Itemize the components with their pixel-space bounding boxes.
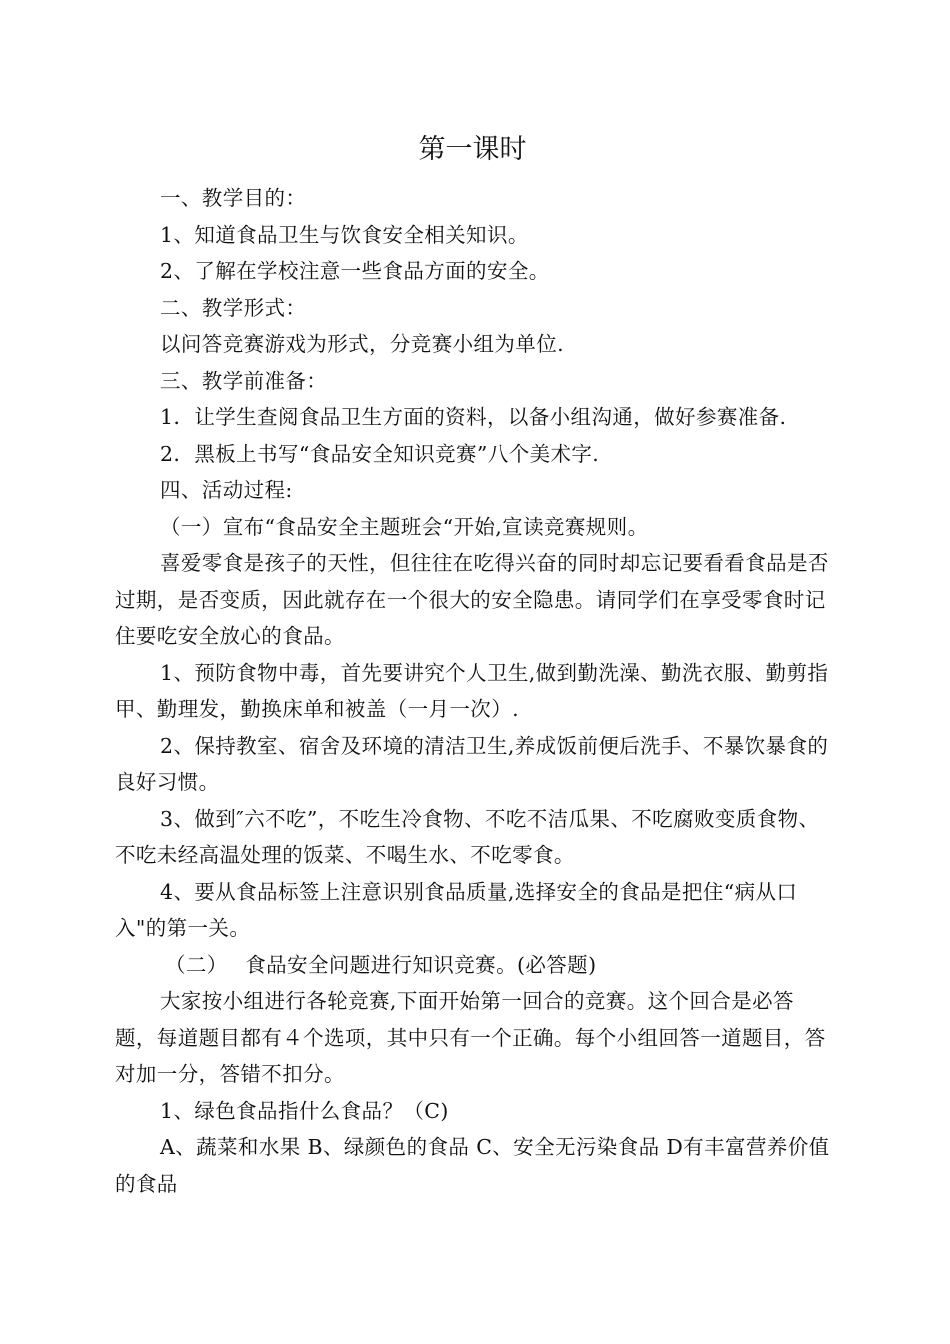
objective-item-2: 2、了解在学校注意一些食品方面的安全。: [160, 259, 550, 283]
document-page: [115, 128, 830, 1202]
rule-item-3: 3、做到″六不吃”，不吃生冷食物、不吃不洁瓜果、不吃腐败变质食物、不吃未经高温处理的饭菜、不喝生水、不吃零食。: [115, 806, 820, 867]
objective-item-1: 1、知道食品卫生与饮食安全相关知识。: [160, 222, 529, 247]
preparation-item-1: 1．让学生查阅食品卫生方面的资料，以备小组沟通，做好参赛准备.: [160, 405, 787, 429]
process-step-1: （一）宣布“食品安全主题班会“开始,宣读竞赛规则。: [160, 514, 649, 539]
section-heading-format: 二、教学形式：: [160, 295, 307, 320]
section-heading-objectives: 一、教学目的：: [160, 186, 307, 210]
question-1-options: A、蔬菜和水果 B、绿颜色的食品 C、安全无污染食品 D有丰富营养价值的食品: [115, 1135, 830, 1196]
rule-item-4: 4、要从食品标签上注意识别食品质量,选择安全的食品是把住“病从口入"的第一关。: [115, 879, 798, 940]
competition-paragraph: 大家按小组进行各轮竞赛,下面开始第一回合的竞赛。这个回合是必答题，每道题目都有４个选项，其中只有一个正确。每个小组回答一道题目，答对加一分，答错不扣分。: [115, 989, 826, 1086]
intro-paragraph: 喜爱零食是孩子的天性，但往往在吃得兴奋的同时却忘记要看看食品是否过期，是否变质，因此就存在一个很大的安全隐患。请同学们在享受零食时记住要吃安全放心的食品。: [115, 551, 829, 648]
rule-item-1: 1、预防食物中毒，首先要讲究个人卫生,做到勤洗澡、勤洗衣服、勤剪指甲、勤理发，勤换床单和被盖（一月一次）.: [115, 660, 829, 721]
preparation-item-2: 2．黑板上书写“食品安全知识竞赛”八个美术字.: [160, 441, 600, 466]
process-step-2: （二） 食品安全问题进行知识竞赛。(必答题): [165, 952, 597, 977]
format-text: 以问答竞赛游戏为形式，分竞赛小组为单位.: [160, 332, 565, 356]
page-title: 第一课时: [418, 134, 527, 165]
section-heading-preparation: 三、教学前准备：: [160, 368, 328, 393]
question-1: 1、绿色食品指什么食品？（C): [160, 1098, 449, 1123]
section-heading-process: 四、活动过程:: [160, 478, 293, 502]
rule-item-2: 2、保持教室、宿舍及环境的清洁卫生,养成饭前便后洗手、不暴饮暴食的良好习惯。: [115, 733, 829, 794]
